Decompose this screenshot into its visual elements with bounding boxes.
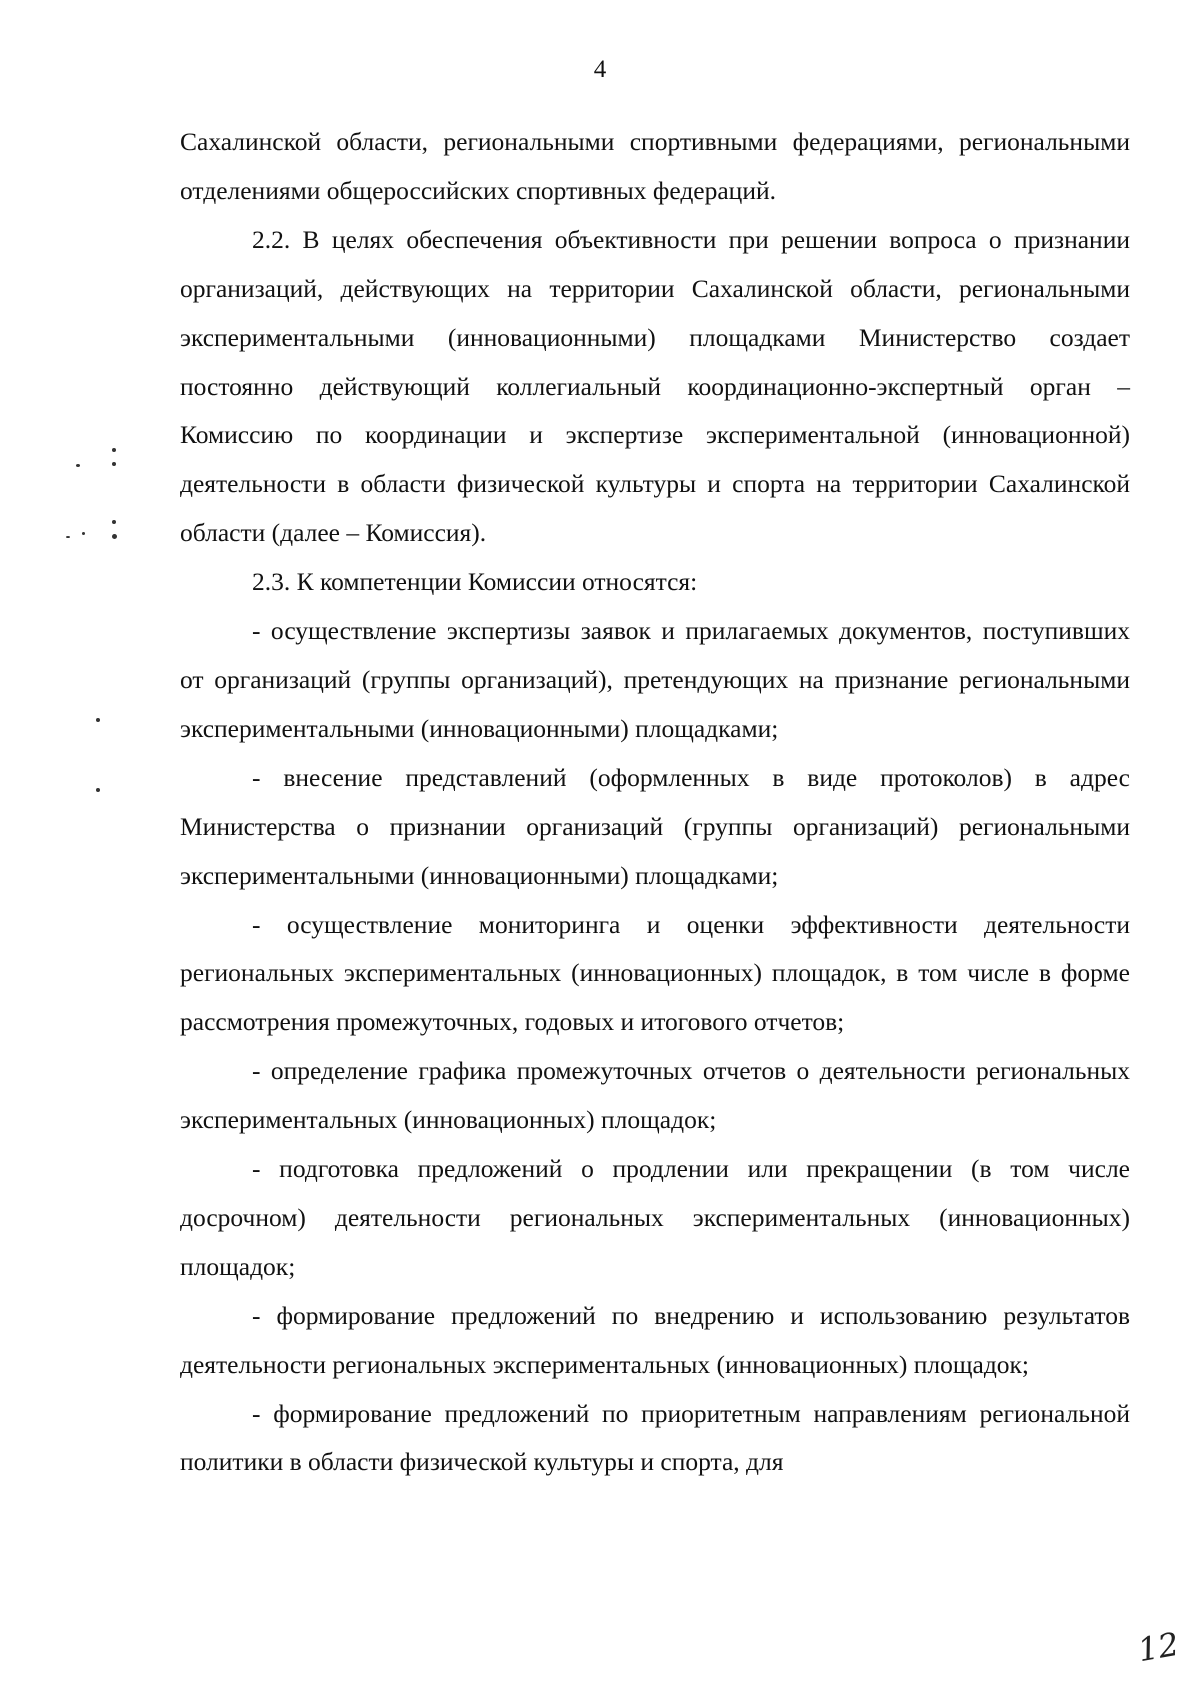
page-number: 4: [593, 56, 607, 83]
scan-speck: [96, 718, 100, 722]
paragraph-8: - подготовка предложений о продлении или прекращении (в том числе досрочном) деятельности региональных экспериментальных (инновационных) площадок;: [180, 1154, 1130, 1281]
scan-speck: [112, 534, 117, 539]
paragraph-7: - определение графика промежуточных отчетов о деятельности региональных экспериментальных (инновационных) площадок;: [180, 1056, 1130, 1135]
scan-speck: [112, 462, 116, 466]
scan-speck: [82, 532, 85, 535]
paragraph-10: - формирование предложений по приоритетным направлениям региональной политики в области физической культуры и спорта, для: [180, 1398, 1130, 1477]
paragraph-1: Сахалинской области, региональными спортивными федерациями, региональными отделениями общероссийских спортивных федераций.: [180, 127, 1130, 205]
scan-speck: [112, 520, 116, 524]
scan-speck: [112, 448, 116, 452]
scan-speck: [76, 464, 80, 467]
paragraph-5: - внесение представлений (оформленных в виде протоколов) в адрес Министерства о признании организаций (группы организаций) региональными экспериментальными (инновационными) площадками;: [180, 762, 1130, 890]
scan-speck: [96, 788, 100, 792]
scan-speck: [66, 536, 70, 538]
document-body: [180, 118, 1130, 1487]
paragraph-6: - осуществление мониторинга и оценки эффективности деятельности региональных экспериментальных (инновационных) площадок, в том числе в форме рассмотрения промежуточных, годовых и итогового отчетов;: [180, 909, 1130, 1037]
paragraph-2: 2.2. В целях обеспечения объективности при решении вопроса о признании организаций, действующих на территории Сахалинской области, региональными экспериментальными (инновационными) площадками Министерство создает постоянно действующий коллегиальный координационно-экспертный орган – Комиссию по координации и экспертизе экспериментальной (инновационной) деятельности в области физической культуры и спорта на территории Сахалинской области (далее – Комиссия).: [180, 224, 1130, 548]
paragraph-3: 2.3. К компетенции Комиссии относятся:: [252, 567, 698, 597]
paragraph-4: - осуществление экспертизы заявок и прилагаемых документов, поступивших от организаций (группы организаций), претендующих на признание региональными экспериментальными (инновационными) площадками;: [180, 616, 1130, 743]
handwritten-page-number: 12: [1135, 1624, 1182, 1670]
paragraph-9: - формирование предложений по внедрению и использованию результатов деятельности региональных экспериментальных (инновационных) площадок;: [180, 1300, 1130, 1379]
